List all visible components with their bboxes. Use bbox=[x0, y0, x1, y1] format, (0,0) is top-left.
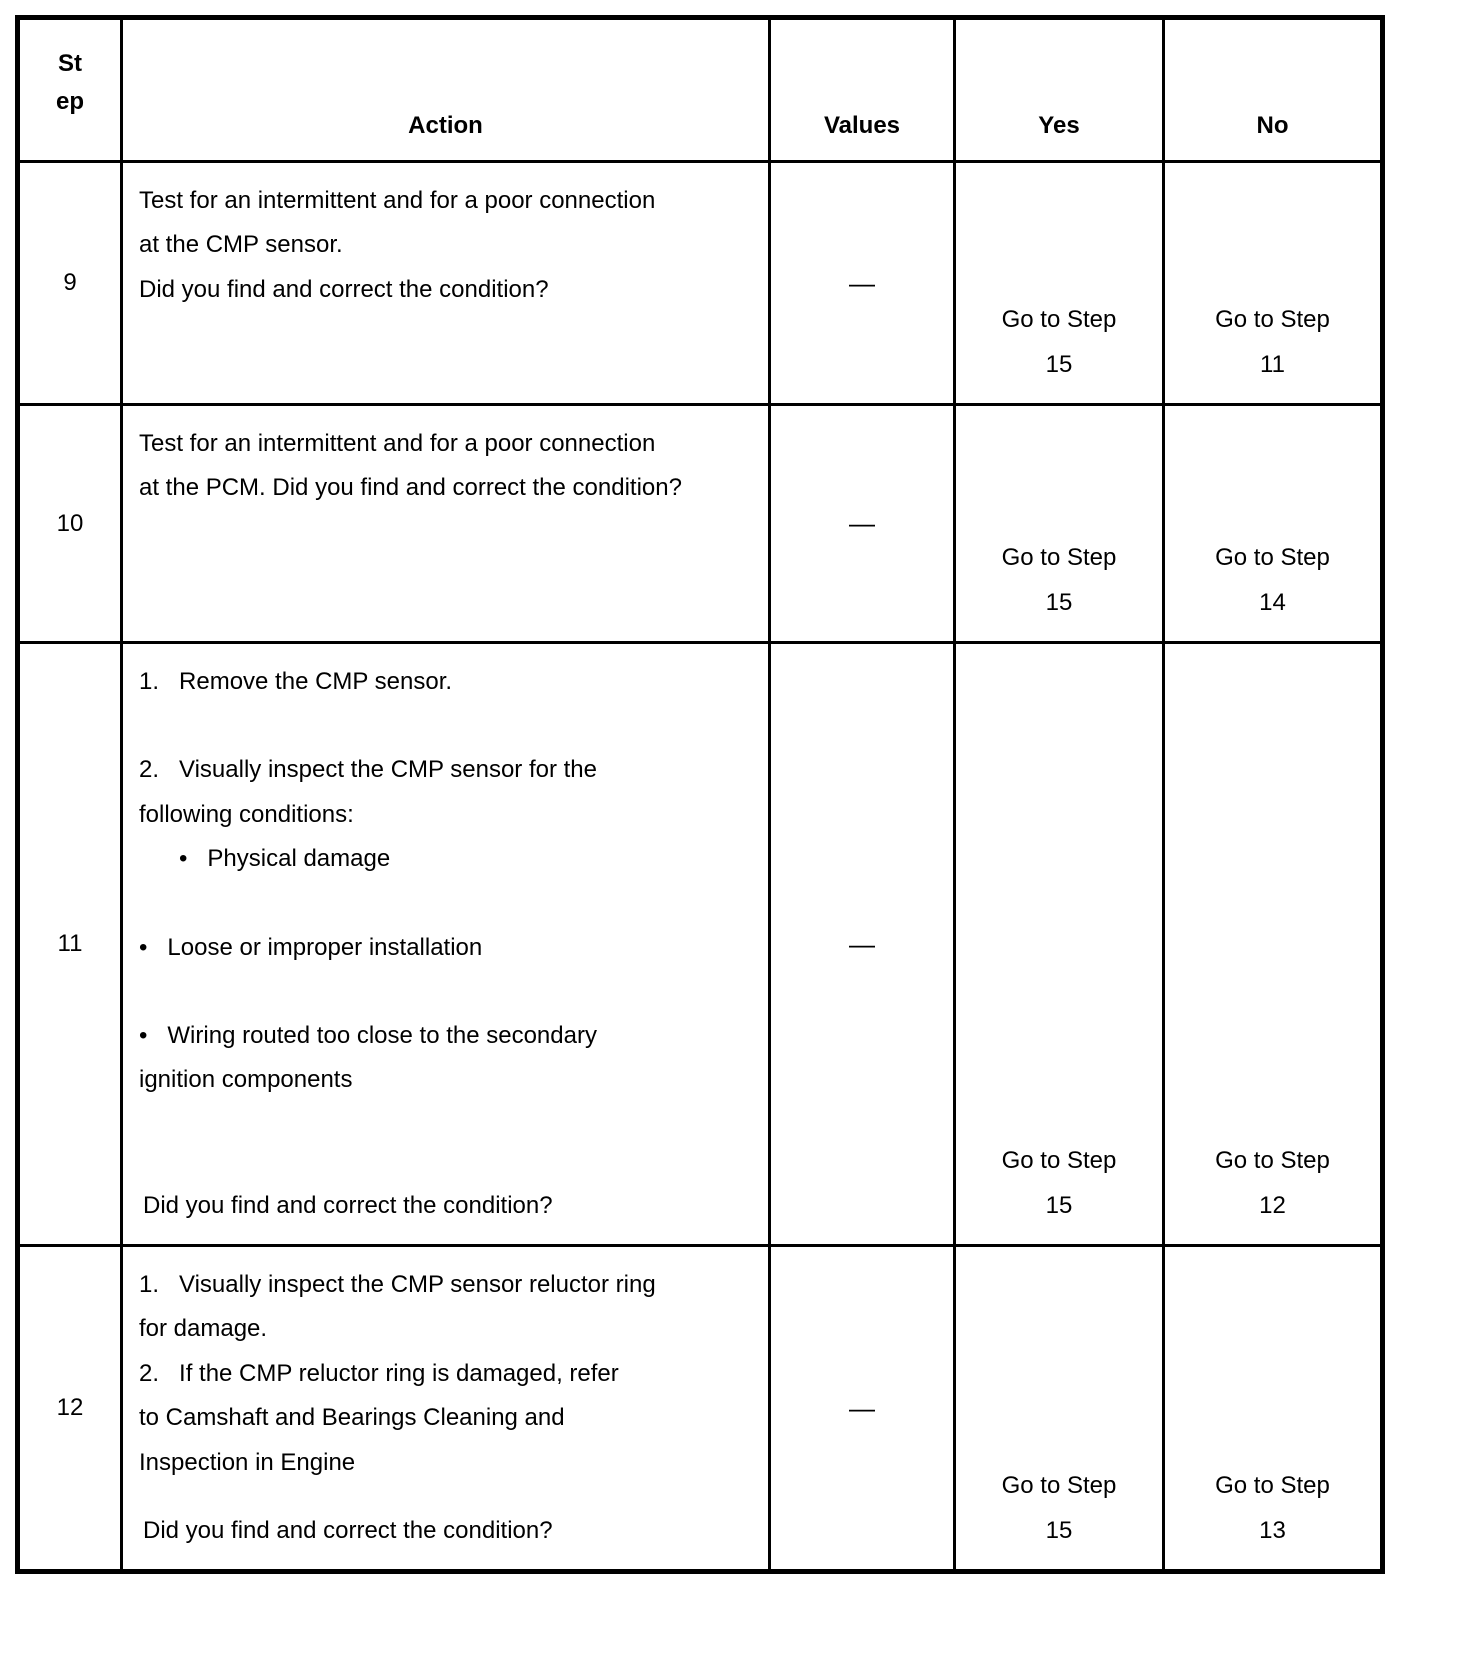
action-blank-line bbox=[139, 882, 750, 926]
action-line: Test for an intermittent and for a poor connection bbox=[139, 430, 656, 457]
row-yes-cell bbox=[956, 644, 1162, 1244]
yes-goto-label: Go to Step bbox=[1001, 1472, 1117, 1500]
header-cell-values: Values bbox=[771, 20, 953, 160]
row-action-cell bbox=[123, 163, 768, 403]
row-action-cell bbox=[123, 644, 768, 1244]
no-goto-step-number: 13 bbox=[1259, 1516, 1286, 1544]
row-values-cell: — bbox=[771, 163, 953, 403]
yes-goto-step-number: 15 bbox=[1045, 588, 1073, 616]
yes-goto-step-number: 15 bbox=[1045, 1191, 1073, 1219]
row-no-cell bbox=[1165, 163, 1380, 403]
action-line: at the CMP sensor. bbox=[139, 231, 343, 259]
row-values-cell: — bbox=[771, 406, 953, 641]
row-step-number: 12 bbox=[20, 1247, 120, 1569]
no-goto-step-number: 14 bbox=[1259, 588, 1286, 616]
header-cell-yes: Yes bbox=[956, 20, 1162, 160]
action-bullet-line: • Wiring routed too close to the secondary bbox=[139, 1021, 597, 1049]
row-step-number: 9 bbox=[20, 163, 120, 403]
action-line: 1. Visually inspect the CMP sensor reluctor ring bbox=[139, 1271, 656, 1298]
yes-goto-step-number: 15 bbox=[1045, 1516, 1073, 1544]
row-yes-cell bbox=[956, 1247, 1162, 1569]
no-goto-label: Go to Step bbox=[1215, 306, 1330, 334]
no-goto-label: Go to Step bbox=[1215, 544, 1330, 572]
row-yes-cell bbox=[956, 163, 1162, 403]
header-cell-no: No bbox=[1165, 20, 1380, 160]
action-line: for damage. bbox=[139, 1315, 268, 1343]
action-line: to Camshaft and Bearings Cleaning and bbox=[139, 1404, 565, 1432]
action-bullet-line: • Loose or improper installation bbox=[139, 933, 483, 961]
action-line: following conditions: bbox=[139, 800, 354, 828]
action-line: 2. If the CMP reluctor ring is damaged, refer bbox=[139, 1359, 619, 1387]
yes-goto-label: Go to Step bbox=[1001, 1147, 1117, 1175]
yes-goto-label: Go to Step bbox=[1001, 544, 1117, 572]
no-goto-step-number: 12 bbox=[1259, 1191, 1286, 1219]
action-question-line: Did you find and correct the condition? bbox=[143, 1516, 553, 1544]
diagnostic-table bbox=[15, 15, 1385, 1574]
action-blank-line bbox=[139, 704, 750, 748]
action-line: Did you find and correct the condition? bbox=[139, 275, 549, 303]
row-step-number: 11 bbox=[20, 644, 120, 1244]
row-no-cell bbox=[1165, 406, 1380, 641]
action-line: ignition components bbox=[139, 1066, 353, 1094]
no-goto-label: Go to Step bbox=[1215, 1147, 1330, 1175]
yes-goto-label: Go to Step bbox=[1001, 306, 1117, 334]
action-line: Inspection in Engine bbox=[139, 1448, 356, 1476]
row-yes-cell bbox=[956, 406, 1162, 641]
action-line: 1. Remove the CMP sensor. bbox=[139, 668, 453, 695]
row-action-cell bbox=[123, 406, 768, 641]
row-no-cell bbox=[1165, 644, 1380, 1244]
action-line: 2. Visually inspect the CMP sensor for the bbox=[139, 756, 598, 784]
header-cell-action: Action bbox=[123, 20, 768, 160]
yes-goto-step-number: 15 bbox=[1045, 350, 1073, 378]
action-blank-line bbox=[139, 970, 750, 1014]
row-no-cell bbox=[1165, 1247, 1380, 1569]
row-action-cell bbox=[123, 1247, 768, 1569]
row-values-cell: — bbox=[771, 644, 953, 1244]
header-step-line2: ep bbox=[55, 88, 84, 115]
header-cell-step bbox=[20, 20, 120, 160]
row-values-cell: — bbox=[771, 1247, 953, 1569]
action-line: Test for an intermittent and for a poor connection bbox=[139, 187, 656, 214]
no-goto-label: Go to Step bbox=[1215, 1472, 1330, 1500]
header-step-line1: St bbox=[58, 49, 82, 77]
no-goto-step-number: 11 bbox=[1260, 350, 1285, 378]
action-bullet-line: • Physical damage bbox=[179, 845, 391, 873]
row-step-number: 10 bbox=[20, 406, 120, 641]
action-question-line: Did you find and correct the condition? bbox=[143, 1191, 553, 1219]
action-line: at the PCM. Did you find and correct the condition? bbox=[139, 474, 682, 502]
